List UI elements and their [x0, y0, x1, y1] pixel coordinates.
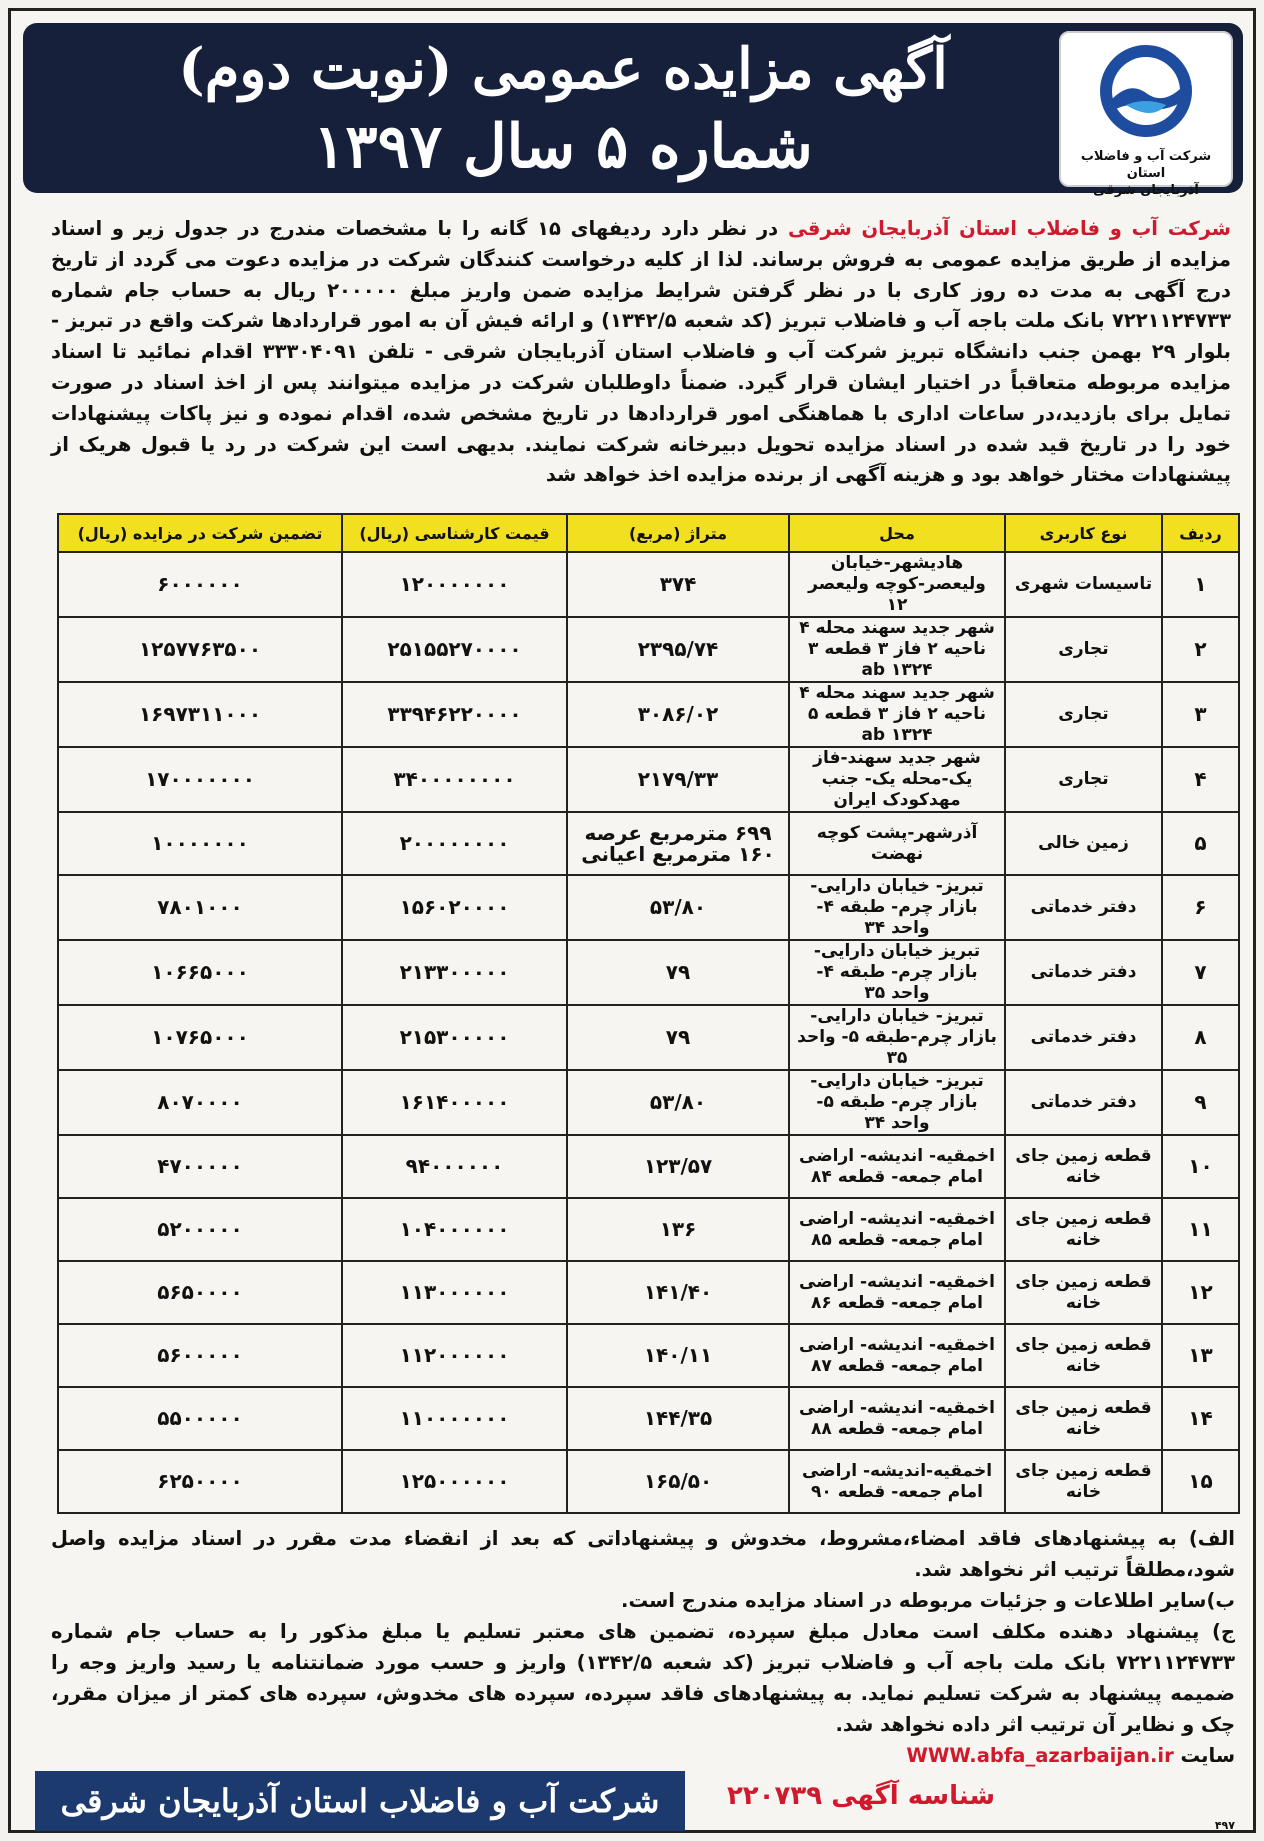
cell-area: ۱۲۳/۵۷ [567, 1135, 789, 1198]
table-body [58, 552, 1239, 1513]
cell-usage: قطعه زمین جای خانه [1005, 1261, 1162, 1324]
cell-deposit: ۱۰۰۰۰۰۰۰ [58, 812, 342, 875]
cell-usage: قطعه زمین جای خانه [1005, 1387, 1162, 1450]
cell-location: اخمقیه- اندیشه- اراضی امام جمعه- قطعه ۸۴ [789, 1135, 1005, 1198]
cell-appraised-price: ۱۵۶۰۲۰۰۰۰ [342, 875, 567, 940]
cell-area: ۷۹ [567, 1005, 789, 1070]
cell-usage: تجاری [1005, 617, 1162, 682]
cell-location: شهر جدید سهند محله ۴ ناحیه ۲ فاز ۳ قطعه ۵ ab ۱۳۲۴ [789, 682, 1005, 747]
col-header-deposit: تضمین شرکت در مزایده (ریال) [58, 514, 342, 552]
website-line [51, 1740, 1235, 1771]
cell-row-number: ۲ [1162, 617, 1239, 682]
intro-paragraph [51, 214, 1231, 491]
cell-area: ۱۴۱/۴۰ [567, 1261, 789, 1324]
ad-identifier: شناسه آگهی ۲۲۰۷۳۹ [726, 1781, 996, 1811]
table-row [58, 552, 1239, 617]
cell-usage: قطعه زمین جای خانه [1005, 1324, 1162, 1387]
cell-deposit: ۱۰۶۶۵۰۰۰ [58, 940, 342, 1005]
col-header-location: محل [789, 514, 1005, 552]
cell-location: اخمقیه- اندیشه- اراضی امام جمعه- قطعه ۸۷ [789, 1324, 1005, 1387]
cell-deposit: ۱۶۹۷۳۱۱۰۰۰ [58, 682, 342, 747]
table-row [58, 1198, 1239, 1261]
cell-location: تبریز- خیابان دارایی- بازار چرم- طبقه ۵- واحد ۳۴ [789, 1070, 1005, 1135]
cell-row-number: ۱۰ [1162, 1135, 1239, 1198]
table-header-row [58, 514, 1239, 552]
cell-appraised-price: ۲۱۳۳۰۰۰۰۰ [342, 940, 567, 1005]
company-name: شرکت آب و فاضلاب استان آذربایجان شرقی [787, 217, 1231, 240]
cell-appraised-price: ۱۱۰۰۰۰۰۰۰ [342, 1387, 567, 1450]
col-header-appraised-price: قیمت کارشناسی (ریال) [342, 514, 567, 552]
cell-location: اخمقیه- اندیشه- اراضی امام جمعه- قطعه ۸۸ [789, 1387, 1005, 1450]
cell-area: ۱۴۴/۳۵ [567, 1387, 789, 1450]
cell-usage: دفتر خدماتی [1005, 875, 1162, 940]
cell-usage: قطعه زمین جای خانه [1005, 1135, 1162, 1198]
cell-usage: زمین خالی [1005, 812, 1162, 875]
notes-section [51, 1523, 1235, 1771]
logo-org-line2: آذربایجان شرقی [1093, 183, 1199, 198]
notice-title: آگهی مزایده عمومی (نوبت دوم) [178, 36, 948, 102]
cell-row-number: ۱۱ [1162, 1198, 1239, 1261]
cell-area: ۳۰۸۶/۰۲ [567, 682, 789, 747]
table-row [58, 1261, 1239, 1324]
note-c: ج) پیشنهاد دهنده مکلف است معادل مبلغ سپرده، تضمین های معتبر تسلیم یا مبلغ مذکور را به حساب جام شماره ۷۲۲۱۱۲۴۷۳۳ بانک ملت باجه آب و فاضلاب تبریز (کد شعبه ۱۳۴۲/۵) واریز و حسب مورد ضمانتنامه یا رسید واریز وجه را ضمیمه پیشنهاد به شرکت تسلیم نماید. به پیشنهادهای فاقد سپرده، سپرده های مخدوش، سپرده های کمتر از میزان مقرر، چک و نظایر آن ترتیب اثر داده نخواهد شد. [51, 1620, 1235, 1736]
water-drop-logo-icon [1096, 41, 1196, 141]
cell-deposit: ۸۰۷۰۰۰۰ [58, 1070, 342, 1135]
intro-text: در نظر دارد ردیفهای ۱۵ گانه را با مشخصات مندرج در جدول زیر و اسناد مزایده از طریق مزایده عمومی به فروش برساند. لذا از کلیه درخواست کنندگان شرکت در مزایده دعوت می گردد از تاریخ درج آگهی به مدت ده روز کاری با در نظر گرفتن شرایط مزایده ضمن واریز مبلغ ۲۰۰۰۰۰ ریال به حساب جام شماره ۷۲۲۱۱۲۴۷۳۳ بانک ملت باجه آب و فاضلاب تبریز (کد شعبه ۱۳۴۲/۵) و ارائه فیش آن به امور قراردادها شرکت واقع در تبریز - بلوار ۲۹ بهمن جنب دانشگاه تبریز شرکت آب و فاضلاب استان آذربایجان شرقی - تلفن ۳۳۳۰۴۰۹۱ اقدام نمائید تا اسناد مزایده مربوطه متعاقباً در اختیار ایشان قرار گیرد. ضمناً داوطلبان شرکت در مزایده میتوانند پس از اخذ اسناد در صورت تمایل برای بازدید،در ساعات اداری با هماهنگی امور قراردادها در تاریخ مشخص شده، اقدام نموده و نیز پاکات پیشنهادات خود را در تاریخ قید شده در اسناد مزایده تحویل دبیرخانه شرکت نمایند. بدیهی است این شرکت در رد یا قبول هریک از پیشنهادات مختار خواهد بود و هزینه آگهی از برنده مزایده اخذ خواهد شد [51, 217, 1232, 487]
cell-area: ۲۳۹۵/۷۴ [567, 617, 789, 682]
cell-location: تبریز- خیابان دارایی- بازار چرم- طبقه ۴- واحد ۳۴ [789, 875, 1005, 940]
cell-row-number: ۹ [1162, 1070, 1239, 1135]
cell-area: ۳۷۴ [567, 552, 789, 617]
auction-notice [8, 8, 1256, 1833]
col-header-area: متراژ (مربع) [567, 514, 789, 552]
cell-area: ۵۳/۸۰ [567, 875, 789, 940]
logo-org-line1: شرکت آب و فاضلاب استان [1080, 149, 1212, 181]
cell-location: شهر جدید سهند-فاز یک-محله یک- جنب مهدکودک ایران [789, 747, 1005, 812]
cell-usage: تاسیسات شهری [1005, 552, 1162, 617]
table-row [58, 1387, 1239, 1450]
note-b: ب)سایر اطلاعات و جزئیات مربوطه در اسناد مزایده مندرج است. [621, 1589, 1235, 1612]
cell-usage: قطعه زمین جای خانه [1005, 1198, 1162, 1261]
cell-appraised-price: ۲۰۰۰۰۰۰۰۰ [342, 812, 567, 875]
cell-location: هادیشهر-خیابان ولیعصر-کوچه ولیعصر ۱۲ [789, 552, 1005, 617]
table-row [58, 747, 1239, 812]
notice-subtitle: شماره ۵ سال ۱۳۹۷ [313, 112, 813, 182]
col-header-usage: نوع کاربری [1005, 514, 1162, 552]
cell-deposit: ۵۲۰۰۰۰۰ [58, 1198, 342, 1261]
cell-location: اخمقیه- اندیشه- اراضی امام جمعه- قطعه ۸۵ [789, 1198, 1005, 1261]
cell-area: ۱۴۰/۱۱ [567, 1324, 789, 1387]
cell-appraised-price: ۱۲۵۰۰۰۰۰۰ [342, 1450, 567, 1513]
cell-location: تبریز- خیابان دارایی- بازار چرم-طبقه ۵- واحد ۳۵ [789, 1005, 1005, 1070]
cell-appraised-price: ۱۲۰۰۰۰۰۰۰ [342, 552, 567, 617]
company-logo [1059, 31, 1233, 198]
cell-row-number: ۱۴ [1162, 1387, 1239, 1450]
cell-area: ۵۳/۸۰ [567, 1070, 789, 1135]
cell-deposit: ۴۷۰۰۰۰۰ [58, 1135, 342, 1198]
cell-row-number: ۳ [1162, 682, 1239, 747]
website-link[interactable]: WWW.abfa_azarbaijan.ir [906, 1744, 1174, 1767]
cell-deposit: ۵۶۰۰۰۰۰ [58, 1324, 342, 1387]
cell-area: ۱۳۶ [567, 1198, 789, 1261]
cell-appraised-price: ۱۰۴۰۰۰۰۰۰ [342, 1198, 567, 1261]
cell-appraised-price: ۱۱۲۰۰۰۰۰۰ [342, 1324, 567, 1387]
table-row [58, 1135, 1239, 1198]
table-row [58, 682, 1239, 747]
cell-row-number: ۸ [1162, 1005, 1239, 1070]
cell-appraised-price: ۲۵۱۵۵۲۷۰۰۰۰ [342, 617, 567, 682]
cell-deposit: ۵۶۵۰۰۰۰ [58, 1261, 342, 1324]
table-row [58, 875, 1239, 940]
col-header-row-number: ردیف [1162, 514, 1239, 552]
cell-appraised-price: ۲۱۵۳۰۰۰۰۰ [342, 1005, 567, 1070]
cell-row-number: ۶ [1162, 875, 1239, 940]
cell-deposit: ۱۲۵۷۷۶۳۵۰۰ [58, 617, 342, 682]
cell-appraised-price: ۱۶۱۴۰۰۰۰۰ [342, 1070, 567, 1135]
logo-caption [1061, 148, 1231, 199]
cell-deposit: ۱۰۷۶۵۰۰۰ [58, 1005, 342, 1070]
cell-usage: قطعه زمین جای خانه [1005, 1450, 1162, 1513]
cell-appraised-price: ۳۴۰۰۰۰۰۰۰۰ [342, 747, 567, 812]
footer-org-banner: شرکت آب و فاضلاب استان آذربایجان شرقی [35, 1771, 685, 1831]
cell-appraised-price: ۳۳۹۴۶۲۲۰۰۰۰ [342, 682, 567, 747]
cell-deposit: ۶۲۵۰۰۰۰ [58, 1450, 342, 1513]
table-row [58, 1324, 1239, 1387]
cell-area: ۷۹ [567, 940, 789, 1005]
cell-location: آذرشهر-پشت کوچه نهضت [789, 812, 1005, 875]
cell-usage: تجاری [1005, 682, 1162, 747]
table-row [58, 940, 1239, 1005]
cell-area: ۱۶۵/۵۰ [567, 1450, 789, 1513]
cell-row-number: ۱۵ [1162, 1450, 1239, 1513]
cell-area: ۲۱۷۹/۳۳ [567, 747, 789, 812]
table-row [58, 1450, 1239, 1513]
cell-location: تبریز خیابان دارایی- بازار چرم- طبقه ۴- واحد ۳۵ [789, 940, 1005, 1005]
page-code: ۴۹۷ [1214, 1819, 1235, 1832]
notice-header [23, 23, 1243, 198]
cell-location: اخمقیه-اندیشه- اراضی امام جمعه- قطعه ۹۰ [789, 1450, 1005, 1513]
cell-usage: دفتر خدماتی [1005, 1070, 1162, 1135]
table-row [58, 812, 1239, 875]
note-a: الف) به پیشنهادهای فاقد امضاء،مشروط، مخدوش و پیشنهاداتی که بعد از انقضاء مدت مقرر در اسناد مزایده واصل شود،مطلقاً ترتیب اثر نخواهد شد. [51, 1527, 1235, 1581]
cell-deposit: ۵۵۰۰۰۰۰ [58, 1387, 342, 1450]
table-row [58, 1070, 1239, 1135]
cell-row-number: ۵ [1162, 812, 1239, 875]
cell-appraised-price: ۹۴۰۰۰۰۰۰ [342, 1135, 567, 1198]
cell-usage: دفتر خدماتی [1005, 940, 1162, 1005]
cell-deposit: ۶۰۰۰۰۰۰ [58, 552, 342, 617]
cell-appraised-price: ۱۱۳۰۰۰۰۰۰ [342, 1261, 567, 1324]
cell-area: ۶۹۹ مترمربع عرصه ۱۶۰ مترمربع اعیانی [567, 812, 789, 875]
website-label: سایت [1180, 1744, 1235, 1767]
cell-row-number: ۴ [1162, 747, 1239, 812]
cell-deposit: ۷۸۰۱۰۰۰ [58, 875, 342, 940]
cell-usage: تجاری [1005, 747, 1162, 812]
cell-row-number: ۱۲ [1162, 1261, 1239, 1324]
cell-location: اخمقیه- اندیشه- اراضی امام جمعه- قطعه ۸۶ [789, 1261, 1005, 1324]
table-row [58, 1005, 1239, 1070]
cell-location: شهر جدید سهند محله ۴ ناحیه ۲ فاز ۳ قطعه ۳ ab ۱۳۲۴ [789, 617, 1005, 682]
auction-table [57, 513, 1240, 1514]
table-row [58, 617, 1239, 682]
cell-deposit: ۱۷۰۰۰۰۰۰۰ [58, 747, 342, 812]
cell-row-number: ۱۳ [1162, 1324, 1239, 1387]
cell-row-number: ۷ [1162, 940, 1239, 1005]
cell-usage: دفتر خدماتی [1005, 1005, 1162, 1070]
cell-row-number: ۱ [1162, 552, 1239, 617]
